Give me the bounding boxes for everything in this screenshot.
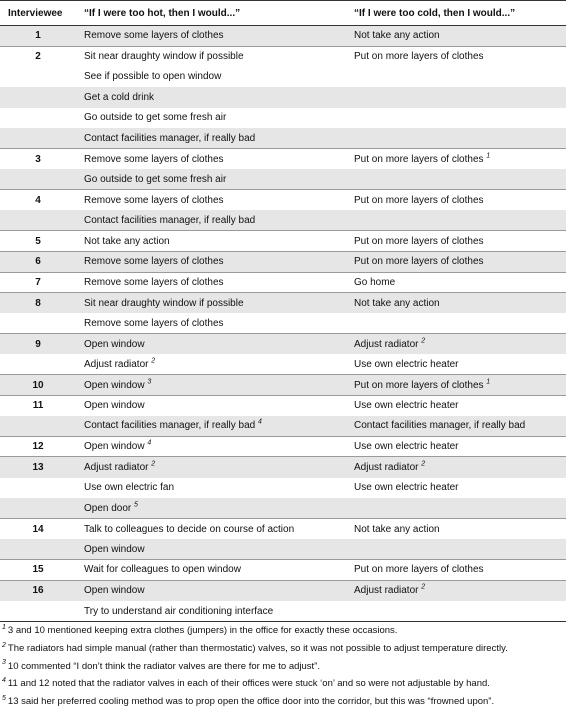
- too-cold-response: [346, 128, 566, 149]
- interviewee-number: [0, 128, 76, 149]
- too-cold-response: [346, 478, 566, 499]
- too-cold-response: [346, 539, 566, 560]
- too-hot-response: [76, 580, 346, 601]
- too-hot-response-text: Remove some layers of clothes: [84, 276, 224, 288]
- too-hot-response-text: Try to understand air conditioning interface: [84, 605, 274, 617]
- footnote-mark: 4: [2, 676, 6, 684]
- too-cold-response: [346, 498, 566, 519]
- footnotes: [0, 622, 566, 710]
- too-cold-response-text: Not take any action: [354, 523, 440, 535]
- footnote: [2, 675, 566, 693]
- table-row: [0, 128, 566, 149]
- too-cold-response-text: Use own electric heater: [354, 482, 459, 494]
- footnote-text: The radiators had simple manual (rather than thermostatic) valves, so it was not possible to adjust temperature directly.: [7, 642, 508, 654]
- too-hot-response: [76, 210, 346, 231]
- too-hot-response: [76, 313, 346, 334]
- table-row: [0, 169, 566, 190]
- too-hot-response-text: Talk to colleagues to decide on course of action: [84, 523, 295, 535]
- footnote: [2, 622, 566, 640]
- table-row: [0, 67, 566, 88]
- too-cold-response: [346, 252, 566, 273]
- table-row: [0, 436, 566, 457]
- interviewee-number: 14: [0, 519, 76, 540]
- too-hot-response-text: Remove some layers of clothes: [84, 153, 224, 165]
- footnote-text: 10 commented “I don’t think the radiator valves are there for me to adjust”.: [7, 660, 320, 672]
- interviewee-number: 6: [0, 252, 76, 273]
- too-cold-response: [346, 519, 566, 540]
- too-cold-response: [346, 26, 566, 47]
- too-hot-response-text: Not take any action: [84, 235, 170, 247]
- header-interviewee: Interviewee: [0, 1, 76, 26]
- footnote-marker: 3: [147, 378, 152, 386]
- interviewee-number: 5: [0, 231, 76, 252]
- interviewee-number: [0, 210, 76, 231]
- too-hot-response: [76, 519, 346, 540]
- table-row: [0, 231, 566, 252]
- too-hot-response: [76, 67, 346, 88]
- too-hot-response: [76, 169, 346, 190]
- too-hot-response-text: Sit near draughty window if possible: [84, 51, 244, 63]
- table-row: [0, 539, 566, 560]
- footnote-marker: 2: [151, 357, 156, 365]
- too-hot-response-text: Remove some layers of clothes: [84, 194, 224, 206]
- too-hot-response-text: Wait for colleagues to open window: [84, 564, 241, 576]
- too-cold-response-text: Put on more layers of clothes: [354, 51, 484, 63]
- too-hot-response-text: Open window: [84, 543, 145, 555]
- footnote-mark: 2: [2, 641, 6, 649]
- too-cold-response-text: Use own electric heater: [354, 400, 459, 412]
- too-hot-response: [76, 560, 346, 581]
- too-hot-response-text: Sit near draughty window if possible: [84, 297, 244, 309]
- too-cold-response-text: Put on more layers of clothes: [354, 194, 484, 206]
- too-hot-response-text: Remove some layers of clothes: [84, 317, 224, 329]
- interviewee-number: 9: [0, 334, 76, 355]
- footnote-marker: 5: [134, 501, 138, 509]
- footnote: [2, 693, 566, 710]
- interviewee-number: [0, 108, 76, 129]
- interviewee-number: 7: [0, 272, 76, 293]
- too-cold-response-text: Put on more layers of clothes: [354, 153, 484, 165]
- too-hot-response-text: Go outside to get some fresh air: [84, 173, 227, 185]
- too-hot-response: [76, 334, 346, 355]
- too-cold-response-text: Put on more layers of clothes: [354, 564, 484, 576]
- footnote-marker: 4: [147, 439, 152, 447]
- interviewee-number: 13: [0, 457, 76, 478]
- table-row: [0, 457, 566, 478]
- interviewee-number: 2: [0, 46, 76, 67]
- too-cold-response: [346, 354, 566, 375]
- interviewee-number: 4: [0, 190, 76, 211]
- interviewee-number: [0, 87, 76, 108]
- too-cold-response: [346, 601, 566, 622]
- too-cold-response: [346, 334, 566, 355]
- too-cold-response: [346, 375, 566, 396]
- table-row: [0, 519, 566, 540]
- footnote-mark: 5: [2, 694, 6, 702]
- too-cold-response: [346, 272, 566, 293]
- footnote-marker: 1: [486, 378, 491, 386]
- footnote-marker: 2: [421, 337, 426, 345]
- too-hot-response: [76, 149, 346, 170]
- header-too-cold: “If I were too cold, then I would...”: [346, 1, 566, 26]
- too-hot-response-text: See if possible to open window: [84, 71, 222, 83]
- table-row: [0, 46, 566, 67]
- too-cold-response-text: Contact facilities manager, if really bad: [354, 420, 526, 432]
- too-hot-response-text: Remove some layers of clothes: [84, 30, 224, 42]
- too-cold-response: [346, 169, 566, 190]
- too-hot-response-text: Go outside to get some fresh air: [84, 112, 227, 124]
- interviewee-number: [0, 169, 76, 190]
- footnote-marker: 1: [486, 152, 491, 160]
- too-hot-response: [76, 46, 346, 67]
- too-cold-response-text: Put on more layers of clothes: [354, 256, 484, 268]
- table-row: [0, 272, 566, 293]
- too-cold-response: [346, 436, 566, 457]
- table-row: [0, 210, 566, 231]
- footnote: [2, 640, 566, 658]
- table-row: [0, 601, 566, 622]
- too-cold-response: [346, 560, 566, 581]
- interviewee-number: 12: [0, 436, 76, 457]
- table-row: [0, 252, 566, 273]
- too-hot-response: [76, 375, 346, 396]
- too-hot-response-text: Open door: [84, 502, 132, 514]
- interviewee-number: 1: [35, 30, 41, 42]
- interviewee-number: 8: [0, 293, 76, 314]
- interviewee-number: [0, 354, 76, 375]
- too-hot-response: [76, 108, 346, 129]
- too-cold-response: [346, 457, 566, 478]
- table-row: [0, 354, 566, 375]
- too-cold-response-text: Put on more layers of clothes: [354, 235, 484, 247]
- header-row: [0, 1, 566, 26]
- interviewee-number: 10: [0, 375, 76, 396]
- interviewee-number: [0, 539, 76, 560]
- too-hot-response: [76, 478, 346, 499]
- too-hot-response: [76, 416, 346, 437]
- too-cold-response: [346, 190, 566, 211]
- interviewee-number: 15: [0, 560, 76, 581]
- too-hot-response-text: Adjust radiator: [84, 462, 149, 473]
- too-hot-response-text: Adjust radiator: [84, 358, 149, 370]
- too-cold-response: [346, 293, 566, 314]
- too-hot-response: [76, 293, 346, 314]
- too-hot-response: [76, 354, 346, 375]
- too-cold-response: [346, 108, 566, 129]
- too-cold-response: [346, 395, 566, 416]
- too-hot-response: [76, 87, 346, 108]
- too-cold-response: [346, 210, 566, 231]
- table-row: [0, 560, 566, 581]
- footnote: [2, 658, 566, 676]
- too-cold-response-text: Adjust radiator: [354, 462, 419, 473]
- too-hot-response: [76, 252, 346, 273]
- too-cold-response-text: Not take any action: [354, 30, 440, 42]
- table-row: [0, 375, 566, 396]
- footnote-text: 3 and 10 mentioned keeping extra clothes (jumpers) in the office for exactly these occasions.: [7, 625, 398, 637]
- interviewee-number: [0, 313, 76, 334]
- too-hot-response: [76, 395, 346, 416]
- too-cold-response: [346, 67, 566, 88]
- interviewee-number: [0, 416, 76, 437]
- too-cold-response-text: Put on more layers of clothes: [354, 379, 484, 391]
- table-row: [0, 334, 566, 355]
- table-row: [0, 313, 566, 334]
- too-hot-response-text: Contact facilities manager, if really bad: [84, 214, 256, 226]
- interviewee-number: [0, 601, 76, 622]
- table-body: [0, 26, 566, 622]
- footnote-marker: 2: [151, 460, 156, 468]
- too-hot-response-text: Open window: [84, 585, 145, 597]
- interviewee-number: 16: [0, 580, 76, 601]
- too-hot-response: [76, 128, 346, 149]
- interviewee-number: [0, 478, 76, 499]
- too-hot-response-text: Contact facilities manager, if really bad: [84, 420, 256, 432]
- table-row: [0, 395, 566, 416]
- table-row: [0, 580, 566, 601]
- table-row: [0, 26, 566, 47]
- too-cold-response: [346, 87, 566, 108]
- footnote-text: 11 and 12 noted that the radiator valves in each of their offices were stuck ‘on’ and so were not adjustable by hand.: [7, 678, 490, 690]
- too-hot-response: [76, 272, 346, 293]
- too-cold-response-text: Use own electric heater: [354, 358, 459, 370]
- too-hot-response: [76, 26, 346, 47]
- table-row: [0, 149, 566, 170]
- too-hot-response-text: Open window: [84, 441, 145, 453]
- too-cold-response: [346, 149, 566, 170]
- interviewee-number: 3: [0, 149, 76, 170]
- too-cold-response: [346, 580, 566, 601]
- table-row: [0, 498, 566, 519]
- too-hot-response-text: Open window: [84, 400, 145, 412]
- header-too-hot: “If I were too hot, then I would...”: [76, 1, 346, 26]
- too-hot-response-text: Get a cold drink: [84, 91, 155, 103]
- too-cold-response: [346, 313, 566, 334]
- too-hot-response-text: Contact facilities manager, if really bad: [84, 132, 256, 144]
- too-cold-response-text: Adjust radiator: [354, 585, 419, 597]
- too-cold-response: [346, 231, 566, 252]
- too-hot-response-text: Open window: [84, 338, 145, 350]
- too-hot-response: [76, 498, 346, 519]
- footnote-text: 13 said her preferred cooling method was to prop open the office door into the corridor, but this was “frowned upon”.: [7, 695, 495, 707]
- footnote-marker: 2: [421, 460, 426, 468]
- too-hot-response: [76, 601, 346, 622]
- too-hot-response: [76, 539, 346, 560]
- footnote-mark: 3: [2, 659, 6, 667]
- too-cold-response-text: Not take any action: [354, 297, 440, 309]
- table-header: [0, 1, 566, 26]
- too-hot-response: [76, 190, 346, 211]
- table-row: [0, 190, 566, 211]
- footnote-marker: 4: [257, 419, 262, 427]
- footnote-mark: 1: [2, 624, 6, 632]
- too-hot-response-text: Remove some layers of clothes: [84, 256, 224, 268]
- too-cold-response: [346, 46, 566, 67]
- too-hot-response: [76, 436, 346, 457]
- table-row: [0, 108, 566, 129]
- too-cold-response-text: Adjust radiator: [354, 338, 419, 350]
- too-cold-response-text: Go home: [354, 276, 396, 288]
- too-hot-response: [76, 457, 346, 478]
- interviewee-number: 11: [0, 395, 76, 416]
- footnote-marker: 2: [421, 583, 426, 591]
- table-row: [0, 293, 566, 314]
- interviewee-number: [0, 67, 76, 88]
- table-row: [0, 416, 566, 437]
- table-row: [0, 87, 566, 108]
- too-hot-response-text: Open window: [84, 379, 145, 391]
- too-hot-response: [76, 231, 346, 252]
- too-cold-response: [346, 416, 566, 437]
- table-row: [0, 478, 566, 499]
- too-hot-response-text: Use own electric fan: [84, 482, 175, 494]
- interviewee-number: [0, 498, 76, 519]
- too-cold-response-text: Use own electric heater: [354, 441, 459, 453]
